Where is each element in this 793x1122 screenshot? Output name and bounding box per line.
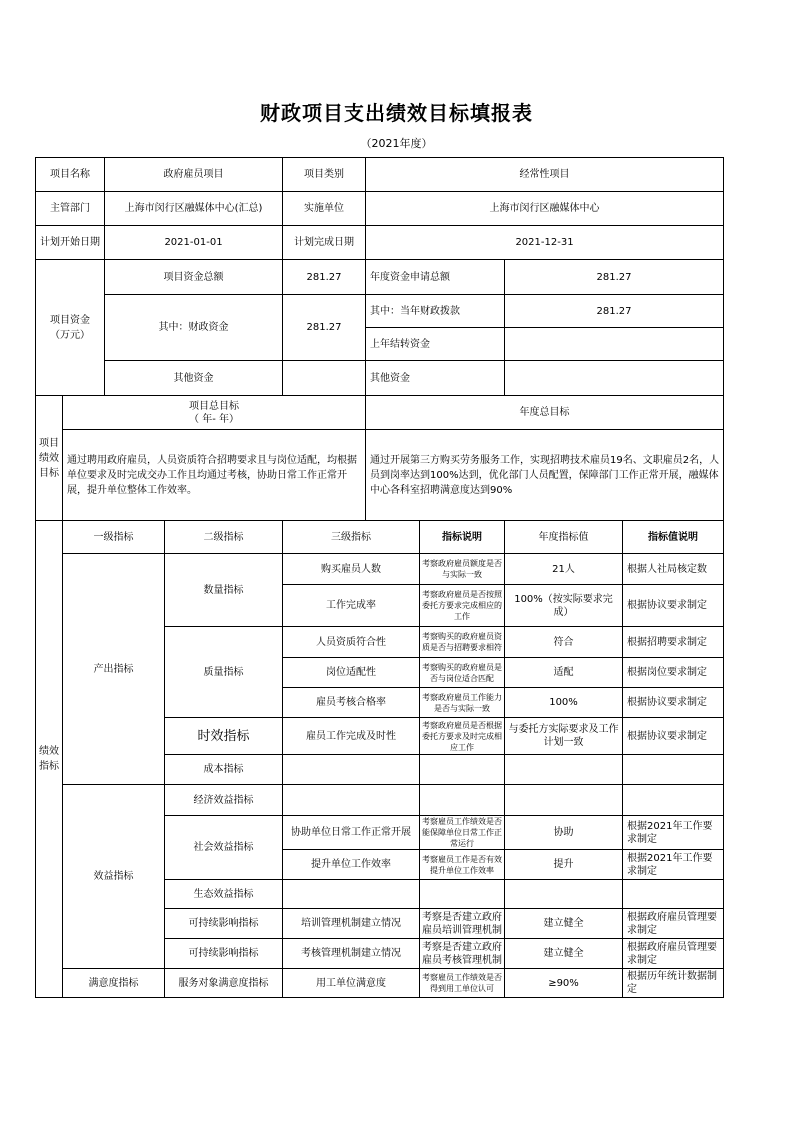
header-level3: 三级指标 bbox=[283, 521, 420, 554]
level2-quality: 质量指标 bbox=[165, 627, 283, 718]
basis-cell: 根据政府雇员管理要求制定 bbox=[623, 909, 724, 939]
basis-cell: 根据2021年工作要求制定 bbox=[623, 816, 724, 850]
description-cell: 考察雇员工作绩效是否得到用工单位认可 bbox=[420, 969, 505, 998]
basis-cell: 根据人社局核定数 bbox=[623, 554, 724, 585]
value-cell: 适配 bbox=[505, 658, 623, 688]
basis-cell: 根据协议要求制定 bbox=[623, 688, 724, 718]
level3-cell: 雇员考核合格率 bbox=[283, 688, 420, 718]
value-cell: 协助 bbox=[505, 816, 623, 850]
current-year-allocation-label: 其中：当年财政拨款 bbox=[366, 295, 505, 328]
value-cell: 100% bbox=[505, 688, 623, 718]
basis-cell: 根据岗位要求制定 bbox=[623, 658, 724, 688]
value-cell: 符合 bbox=[505, 627, 623, 658]
level2-social: 社会效益指标 bbox=[165, 816, 283, 880]
level3-cell: 考核管理机制建立情况 bbox=[283, 939, 420, 969]
other-funds-right-label: 其他资金 bbox=[366, 361, 505, 396]
value-cell: 21人 bbox=[505, 554, 623, 585]
plan-start-value: 2021-01-01 bbox=[105, 226, 283, 260]
form-title: 财政项目支出绩效目标填报表 bbox=[260, 101, 533, 125]
total-funds-value: 281.27 bbox=[283, 260, 366, 295]
performance-indicators-label: 绩效 指标 bbox=[36, 521, 63, 998]
description-cell-empty bbox=[420, 785, 505, 816]
level2-sustainable: 可持续影响指标 bbox=[165, 909, 283, 939]
level2-service-satisfaction: 服务对象满意度指标 bbox=[165, 969, 283, 998]
value-cell: ≥90% bbox=[505, 969, 623, 998]
level2-ecological: 生态效益指标 bbox=[165, 880, 283, 909]
basis-cell: 根据协议要求制定 bbox=[623, 718, 724, 755]
level3-cell: 人员资质符合性 bbox=[283, 627, 420, 658]
plan-end-label: 计划完成日期 bbox=[283, 226, 366, 260]
other-funds-left-label: 其他资金 bbox=[105, 361, 283, 396]
level1-output: 产出指标 bbox=[63, 554, 165, 785]
project-type-label: 项目类别 bbox=[283, 158, 366, 192]
level2-timeliness: 时效指标 bbox=[165, 718, 283, 755]
current-year-allocation-value: 281.27 bbox=[505, 295, 724, 328]
value-cell-empty bbox=[505, 755, 623, 785]
implementing-unit-label: 实施单位 bbox=[283, 192, 366, 226]
fiscal-funds-value: 281.27 bbox=[283, 295, 366, 361]
form-year: （2021年度） bbox=[360, 137, 433, 150]
project-type-value: 经常性项目 bbox=[366, 158, 724, 192]
implementing-unit-value: 上海市闵行区融媒体中心 bbox=[366, 192, 724, 226]
project-name-value: 政府雇员项目 bbox=[105, 158, 283, 192]
level3-cell-empty bbox=[283, 755, 420, 785]
total-funds-label: 项目资金总额 bbox=[105, 260, 283, 295]
level2-quantity: 数量指标 bbox=[165, 554, 283, 627]
header-level1: 一级指标 bbox=[63, 521, 165, 554]
annual-goal-label: 年度总目标 bbox=[366, 396, 724, 430]
value-cell: 建立健全 bbox=[505, 939, 623, 969]
annual-request-value: 281.27 bbox=[505, 260, 724, 295]
description-cell: 考察购买的政府雇员资质是否与招聘要求相符 bbox=[420, 627, 505, 658]
level1-satisfaction: 满意度指标 bbox=[63, 969, 165, 998]
performance-goals-label: 项目 绩效 目标 bbox=[36, 396, 63, 521]
annual-request-label: 年度资金申请总额 bbox=[366, 260, 505, 295]
level3-cell: 工作完成率 bbox=[283, 585, 420, 627]
description-cell-empty bbox=[420, 755, 505, 785]
level1-benefit: 效益指标 bbox=[63, 785, 165, 969]
fiscal-funds-label: 其中：财政资金 bbox=[105, 295, 283, 361]
annual-goal-text: 通过开展第三方购买劳务服务工作，实现招聘技术雇员19名、文职雇员2名，人员到岗率达到100%达到，优化部门人员配置，保障部门工作正常开展，融媒体中心各科室招聘满意度达到90% bbox=[366, 430, 724, 521]
performance-goal-table bbox=[35, 157, 724, 998]
level3-cell: 提升单位工作效率 bbox=[283, 850, 420, 880]
other-funds-right-value bbox=[505, 361, 724, 396]
supervising-dept-value: 上海市闵行区融媒体中心(汇总) bbox=[105, 192, 283, 226]
description-cell: 考察雇员工作绩效是否能保障单位日常工作正常运行 bbox=[420, 816, 505, 850]
value-cell: 100%（按实际要求完成） bbox=[505, 585, 623, 627]
basis-cell: 根据政府雇员管理要求制定 bbox=[623, 939, 724, 969]
project-funds-label: 项目资金 （万元） bbox=[36, 260, 105, 396]
level3-cell-empty bbox=[283, 785, 420, 816]
value-cell: 建立健全 bbox=[505, 909, 623, 939]
description-cell: 考察政府雇员是否根据委托方要求及时完成相应工作 bbox=[420, 718, 505, 755]
basis-cell-empty bbox=[623, 880, 724, 909]
value-cell: 提升 bbox=[505, 850, 623, 880]
plan-start-label: 计划开始日期 bbox=[36, 226, 105, 260]
description-cell: 考察雇员工作是否有效提升单位工作效率 bbox=[420, 850, 505, 880]
basis-cell: 根据2021年工作要求制定 bbox=[623, 850, 724, 880]
description-cell: 考察是否建立政府雇员培训管理机制 bbox=[420, 909, 505, 939]
overall-goal-text: 通过聘用政府雇员，人员资质符合招聘要求且与岗位适配，均根据单位要求及时完成交办工作且均通过考核，协助日常工作正常开展，提升单位整体工作效率。 bbox=[63, 430, 366, 521]
basis-cell: 根据协议要求制定 bbox=[623, 585, 724, 627]
basis-cell: 根据招聘要求制定 bbox=[623, 627, 724, 658]
header-level2: 二级指标 bbox=[165, 521, 283, 554]
level2-sustainable: 可持续影响指标 bbox=[165, 939, 283, 969]
level2-economic: 经济效益指标 bbox=[165, 785, 283, 816]
level3-cell: 购买雇员人数 bbox=[283, 554, 420, 585]
level3-cell: 用工单位满意度 bbox=[283, 969, 420, 998]
value-cell-empty bbox=[505, 785, 623, 816]
level3-cell: 岗位适配性 bbox=[283, 658, 420, 688]
value-cell: 与委托方实际要求及工作计划一致 bbox=[505, 718, 623, 755]
overall-goal-label: 项目总目标 （ 年- 年） bbox=[63, 396, 366, 430]
plan-end-value: 2021-12-31 bbox=[366, 226, 724, 260]
level3-cell: 协助单位日常工作正常开展 bbox=[283, 816, 420, 850]
project-name-label: 项目名称 bbox=[36, 158, 105, 192]
description-cell-empty bbox=[420, 880, 505, 909]
basis-cell-empty bbox=[623, 755, 724, 785]
carryover-funds-value bbox=[505, 328, 724, 361]
basis-cell: 根据历年统计数据制定 bbox=[623, 969, 724, 998]
basis-cell-empty bbox=[623, 785, 724, 816]
description-cell: 考察购买的政府雇员是否与岗位适合匹配 bbox=[420, 658, 505, 688]
description-cell: 考察政府雇员是否按照委托方要求完成相应的工作 bbox=[420, 585, 505, 627]
other-funds-left-value bbox=[283, 361, 366, 396]
level3-cell: 培训管理机制建立情况 bbox=[283, 909, 420, 939]
level2-cost: 成本指标 bbox=[165, 755, 283, 785]
header-annual-value: 年度指标值 bbox=[505, 521, 623, 554]
level3-cell: 雇员工作完成及时性 bbox=[283, 718, 420, 755]
description-cell: 考察是否建立政府雇员考核管理机制 bbox=[420, 939, 505, 969]
carryover-funds-label: 上年结转资金 bbox=[366, 328, 505, 361]
supervising-dept-label: 主管部门 bbox=[36, 192, 105, 226]
header-value-basis: 指标值说明 bbox=[623, 521, 724, 554]
description-cell: 考察政府雇员额度是否与实际一致 bbox=[420, 554, 505, 585]
header-description: 指标说明 bbox=[420, 521, 505, 554]
value-cell-empty bbox=[505, 880, 623, 909]
level3-cell-empty bbox=[283, 880, 420, 909]
description-cell: 考察政府雇员工作能力是否与实际一致 bbox=[420, 688, 505, 718]
